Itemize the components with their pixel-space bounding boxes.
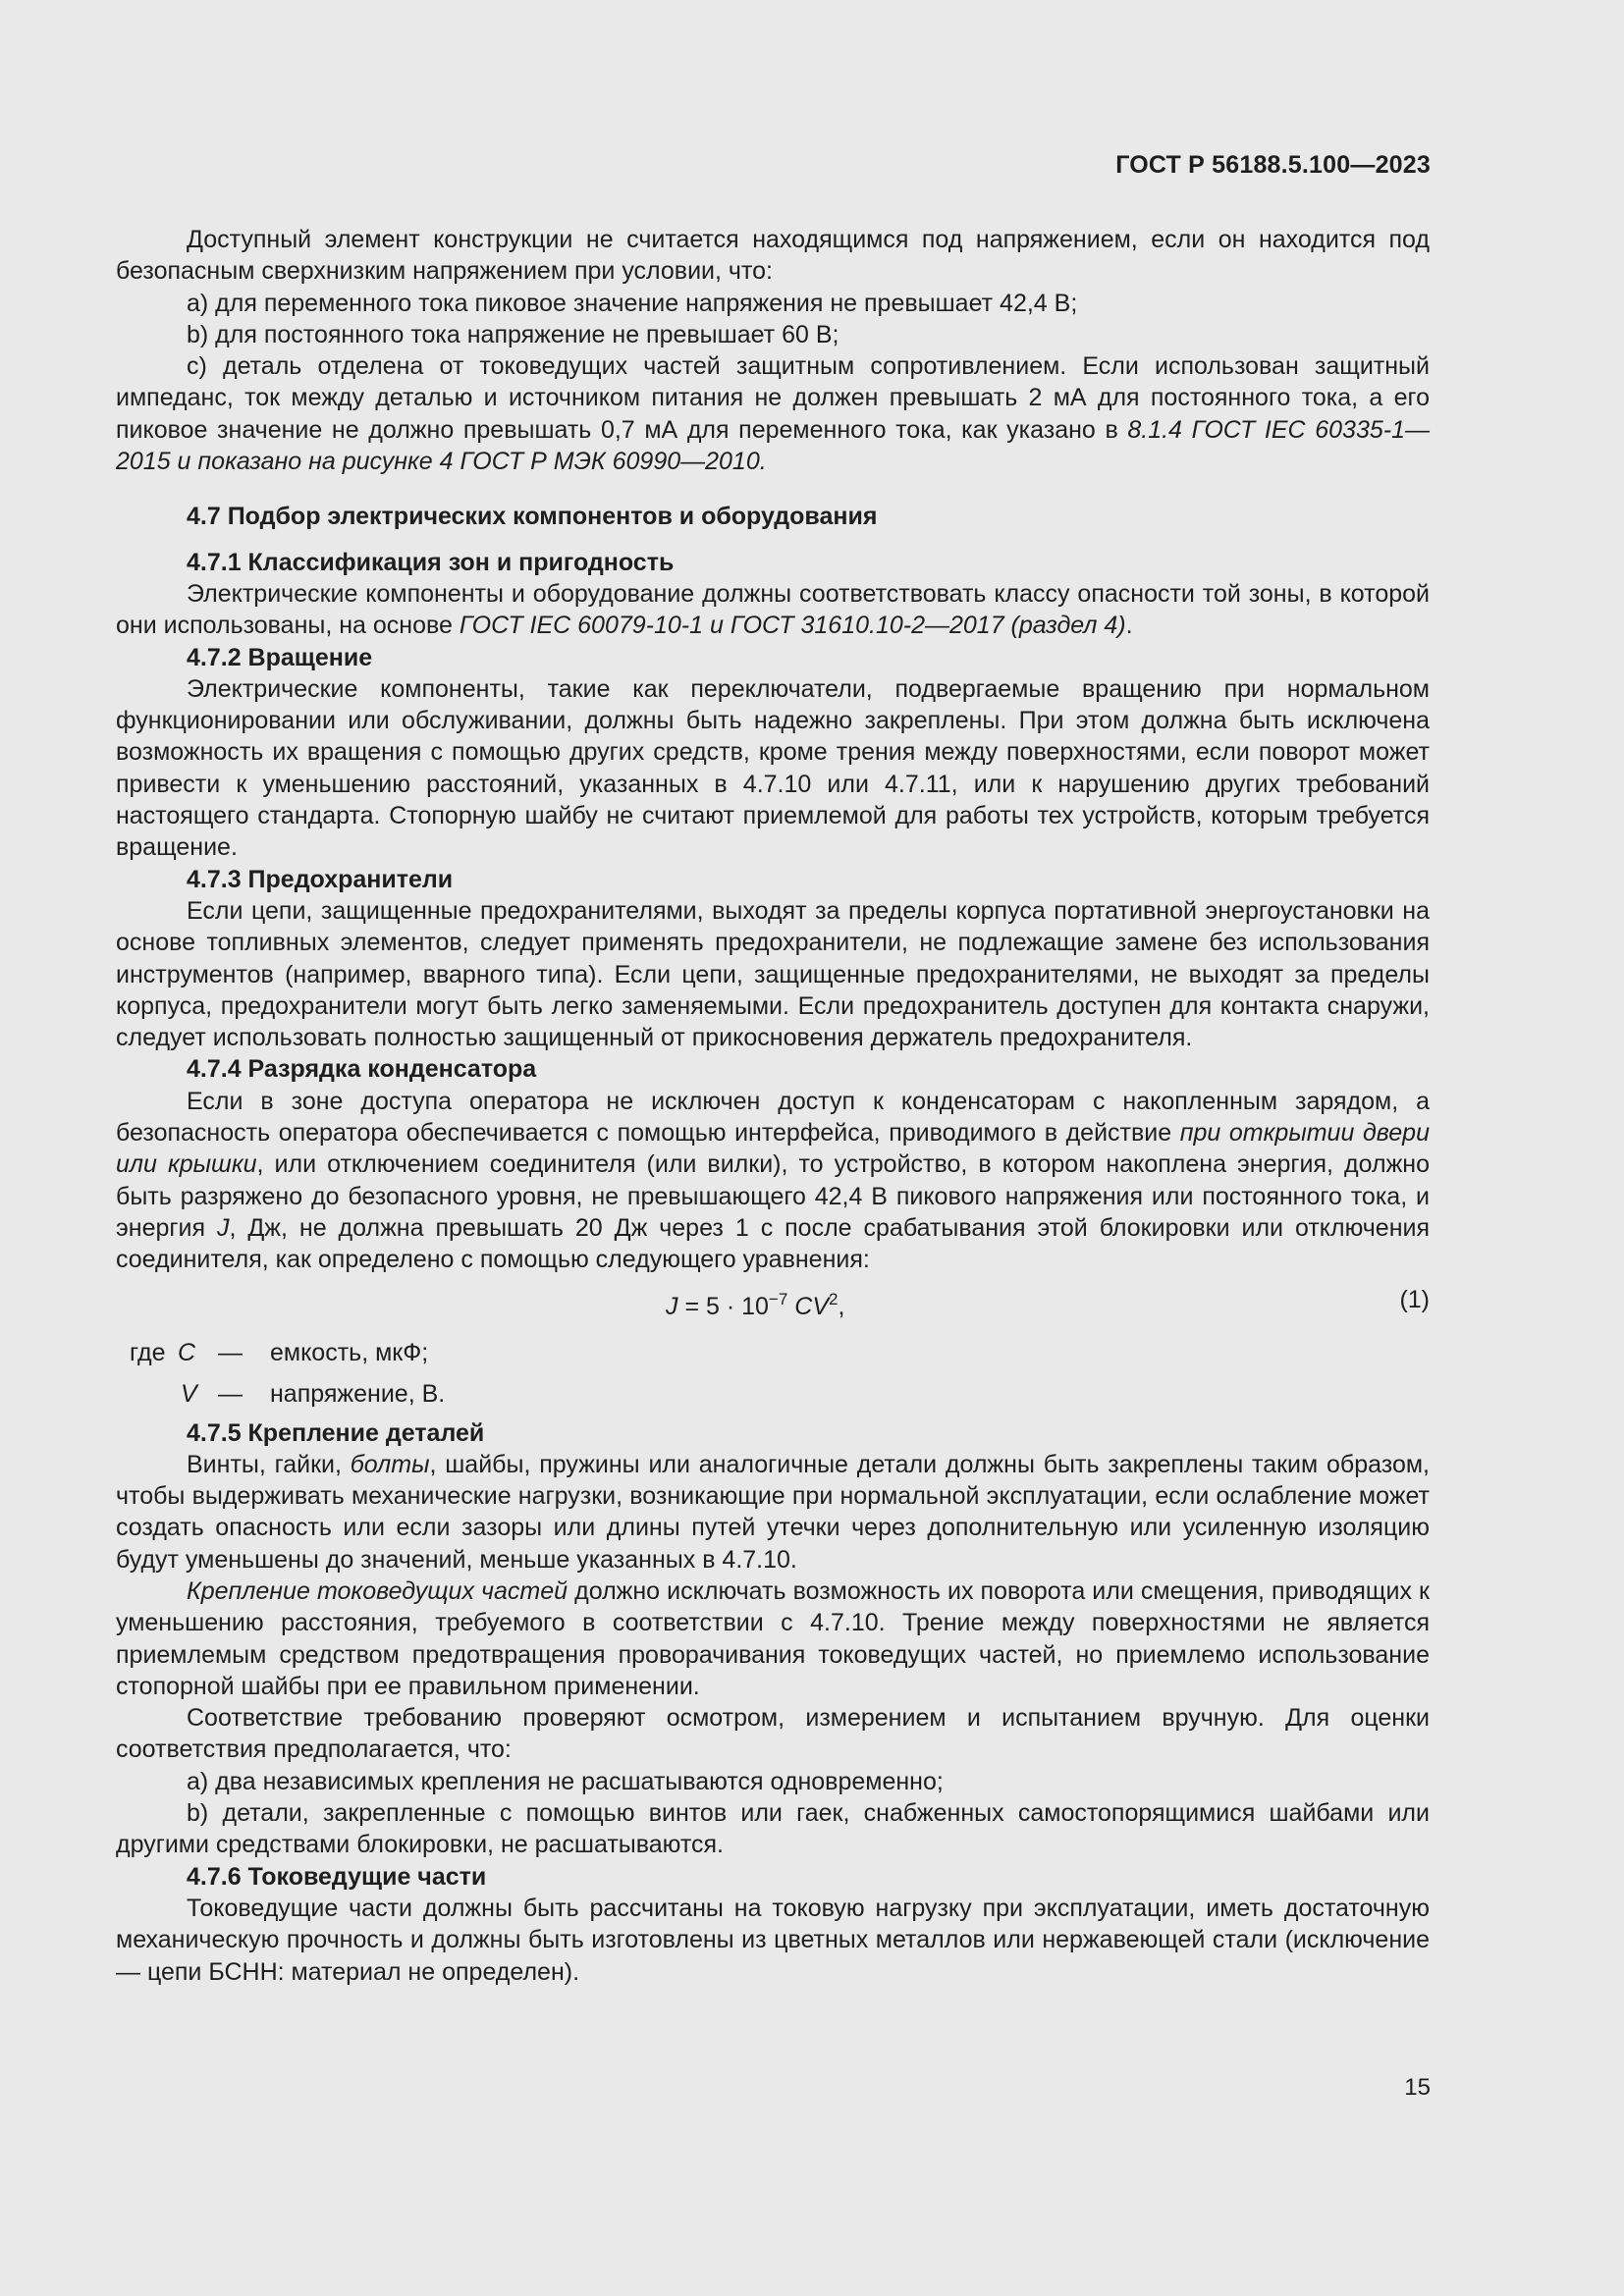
intro-item-c-reference: 8.1.4 ГОСТ IEC 60335-1—2015 и показано на рисунке 4 ГОСТ Р МЭК 60990—2010. <box>116 415 1430 476</box>
section-4-7-5-paragraph-3: Соответствие требованию проверяют осмотром, измерением и испытанием вручную. Для оценки соответствия предполагается, что: <box>116 1704 1430 1764</box>
section-4-7-1-reference: ГОСТ IEC 60079-10-1 и ГОСТ 31610.10-2—2017 (раздел 4) <box>459 612 1126 640</box>
equation-comma: , <box>838 1292 845 1320</box>
section-4-7-2-title: 4.7.2 Вращение <box>187 643 373 671</box>
document-header: ГОСТ Р 56188.5.100—2023 <box>1115 151 1431 179</box>
section-4-7-4-title: 4.7.4 Разрядка конденсатора <box>187 1055 537 1084</box>
intro-item-c-text: c) деталь отделена от токоведущих частей защитным сопротивлением. Если использован защитный импеданс, ток между деталью и источником питания не должен превышать 2 мА для постоянного тока, а его пиковое значение не должно превышать 0,7 мА для переменного тока, как указано в <box>116 352 1430 444</box>
equation-exponent-2: 2 <box>829 1289 839 1308</box>
section-4-7-1-text <box>116 578 1430 642</box>
where-symbol-v: V <box>181 1379 197 1408</box>
intro-item-b: b) для постоянного тока напряжение не превышает 60 В; <box>187 320 839 348</box>
intro-item-c <box>116 350 1430 477</box>
section-4-7-1-title: 4.7.1 Классификация зон и пригодность <box>187 548 675 576</box>
section-4-7-4-text-part3: , Дж, не должна превышать 20 Дж через 1 с после срабатывания этой блокировки или отключения соединителя, как определено с помощью следующего уравнения: <box>116 1213 1431 1274</box>
section-4-7-4-text-part2: , или отключением соединителя (или вилки), то устройство, в котором накоплена энергия, должно быть разряжено до безопасного уровня, не превышающего 42,4 В пикового напряжения или постоянного тока, и энергия <box>116 1150 1431 1242</box>
where-symbol-c: C <box>178 1338 196 1366</box>
equation-row <box>116 1284 1430 1323</box>
section-4-7-1-end: . <box>1125 612 1133 640</box>
where-dash-c: — <box>218 1338 243 1366</box>
where-line-c <box>116 1337 1430 1368</box>
where-line-v <box>116 1378 1430 1410</box>
equation-symbol-cv: CV <box>787 1292 829 1320</box>
section-4-7-3-text: Если цепи, защищенные предохранителями, выходят за пределы корпуса портативной энергоустановки на основе топливных элементов, следует применять предохранители, не подлежащие замене без использования инструментов (например, вварного типа). Если цепи, защищенные предохранителями, не выходят за пределы корпуса, предохранители могут быть легко заменяемыми. Если предохранитель доступен для контакта снаружи, следует использовать полностью защищенный от прикосновения держатель предохранителя. <box>116 896 1430 1052</box>
equation-exponent: −7 <box>768 1289 788 1308</box>
equation-symbol-j: J <box>666 1292 678 1320</box>
section-4-7-5-p1-start: Винты, гайки, <box>187 1450 351 1478</box>
equation-number: (1) <box>1399 1285 1430 1313</box>
section-4-7-4-italic-phrase: при открытии двери или крышки <box>116 1119 1430 1179</box>
section-4-7-title: 4.7 Подбор электрических компонентов и оборудования <box>187 503 878 531</box>
section-4-7-6-text: Токоведущие части должны быть рассчитаны на токовую нагрузку при эксплуатации, иметь достаточную механическую прочность и должны быть изготовлены из цветных металлов или нержавеющей стали (исключение — цепи БСНН: материал не определен). <box>116 1894 1430 1986</box>
section-4-7-4-symbol-j: J <box>216 1213 230 1242</box>
section-4-7-1-text-part: Электрические компоненты и оборудование должны соответствовать классу опасности той зоны, в которой они использованы, на основе <box>116 579 1430 640</box>
where-dash-v: — <box>218 1379 243 1408</box>
section-4-7-5-item-a: a) два независимых крепления не расшатываются одновременно; <box>187 1767 944 1795</box>
page-number: 15 <box>1404 2074 1431 2101</box>
section-4-7-4-text <box>116 1086 1430 1276</box>
equation <box>666 1284 844 1322</box>
section-4-7-5-p2-italic: Крепление токоведущих частей <box>187 1576 568 1605</box>
document-body <box>116 224 1430 1988</box>
intro-paragraph: Доступный элемент конструкции не считается находящимся под напряжением, если он находится под безопасным сверхнизким напряжением при условии, что: <box>116 226 1430 286</box>
section-4-7-5-title: 4.7.5 Крепление деталей <box>187 1418 485 1447</box>
intro-item-a: a) для переменного тока пиковое значение напряжения не превышает 42,4 В; <box>187 289 1078 317</box>
section-4-7-3-title: 4.7.3 Предохранители <box>187 865 454 893</box>
where-word: где <box>130 1338 166 1366</box>
section-4-7-5-paragraph-1 <box>116 1449 1430 1575</box>
where-desc-v: напряжение, В. <box>270 1379 446 1408</box>
where-desc-c: емкость, мкФ; <box>270 1338 429 1366</box>
section-4-7-5-item-b: b) детали, закрепленные с помощью винтов или гаек, снабженных самостопорящимися шайбами или другими средствами блокировки, не расшатываются. <box>116 1799 1430 1859</box>
section-4-7-5-p2-end: должно исключать возможность их поворота или смещения, приводящих к уменьшению расстояния, требуемого в соответствии с 4.7.10. Трение между поверхностями не является приемлемым средством предотвращения проворачивания токоведущих частей, но приемлемо использование стопорной шайбы при ее правильном применении. <box>116 1576 1430 1700</box>
section-4-7-2-text: Электрические компоненты, такие как переключатели, подвергаемые вращению при нормальном функционировании или обслуживании, должны быть надежно закреплены. При этом должна быть исключена возможность их вращения с помощью других средств, кроме трения между поверхностями, если поворот может привести к уменьшению расстояний, указанных в 4.7.10 или 4.7.11, или к нарушению других требований настоящего стандарта. Стопорную шайбу не считают приемлемой для работы тех устройств, которым требуется вращение. <box>116 674 1430 862</box>
section-4-7-5-p1-end: , шайбы, пружины или аналогичные детали должны быть закреплены таким образом, чтобы выдерживать механические нагрузки, возникающие при нормальной эксплуатации, если ослабление может создать опасность или если зазоры или длины путей утечки через дополнительную или усиленную изоляцию будут уменьшены до значений, меньше указанных в 4.7.10. <box>116 1450 1430 1574</box>
section-4-7-4-text-part1: Если в зоне доступа оператора не исключен доступ к конденсаторам с накопленным зарядом, а безопасность оператора обеспечивается с помощью интерфейса, приводимого в действие <box>116 1087 1430 1148</box>
equation-coefficient: = 5 · 10 <box>677 1292 769 1320</box>
section-4-7-6-title: 4.7.6 Токоведущие части <box>187 1862 487 1891</box>
section-4-7-5-p1-italic: болты <box>350 1450 430 1478</box>
section-4-7-5-paragraph-2 <box>116 1575 1430 1702</box>
